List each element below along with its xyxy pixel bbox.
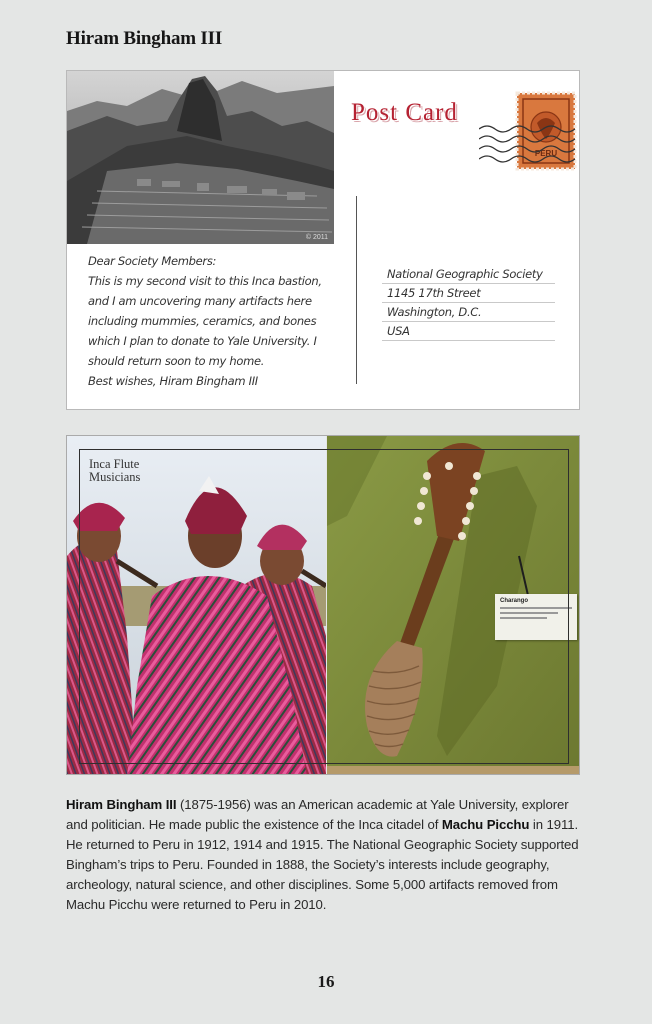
photo-credit: © 2011 [305,234,328,241]
placard-title: Charango [500,598,529,604]
postcard-address [382,265,555,341]
placard-line [500,617,547,619]
message-line: and I am uncovering many artifacts here [88,294,312,308]
bio-name: Hiram Bingham III [66,797,177,812]
postcard [66,70,580,410]
placard-line [500,612,558,614]
stamp-text: PERU [534,149,558,158]
page-title: Hiram Bingham III [66,28,223,49]
message-line: including mummies, ceramics, and bones [88,314,317,328]
postcard-message [88,251,350,391]
postcard-heading: Post Card [351,99,458,126]
message-line: should return soon to my home. [88,354,265,368]
placard-line [500,607,572,609]
message-line: This is my second visit to this Inca bastion, [88,274,322,288]
message-line: Best wishes, Hiram Bingham III [88,374,258,388]
musicians-caption-line: Musicians [89,470,141,484]
charango-placard [495,594,577,640]
message-line: Dear Society Members: [88,254,217,268]
address-line: 1145 17th Street [382,284,555,303]
message-line: which I plan to donate to Yale University. I [88,334,317,348]
machu-picchu-photo [67,71,334,244]
charango-photo [327,436,580,775]
musicians-caption [89,458,140,484]
bio-text: (1875-1956) was an American academic at Yale University, explorer and politician. He made public the existence of the Inca citadel of [66,797,569,832]
inca-flute-musicians-photo [67,436,326,775]
bio-place: Machu Picchu [441,817,530,832]
bio-paragraph [66,795,590,915]
bio-text: in 1911. He returned to Peru in 1912, 1914 and 1915. The National Geographic Society supported Bingham’s trips to Peru. Founded in 1888, the Society’s interests include geography, archeology, natural science, and other disciplines. Some 5,000 artifacts removed from Machu Picchu were returned to Peru in 2010. [66,817,579,912]
address-line: Washington, D.C. [382,303,555,322]
address-line: National Geographic Society [382,265,555,284]
postmark-cancel-lines [479,115,579,175]
address-line: USA [382,322,555,341]
page-number: 16 [317,972,335,991]
musicians-caption-line: Inca Flute [89,457,140,471]
postcard-divider [356,196,357,384]
photo-panel [66,435,580,775]
